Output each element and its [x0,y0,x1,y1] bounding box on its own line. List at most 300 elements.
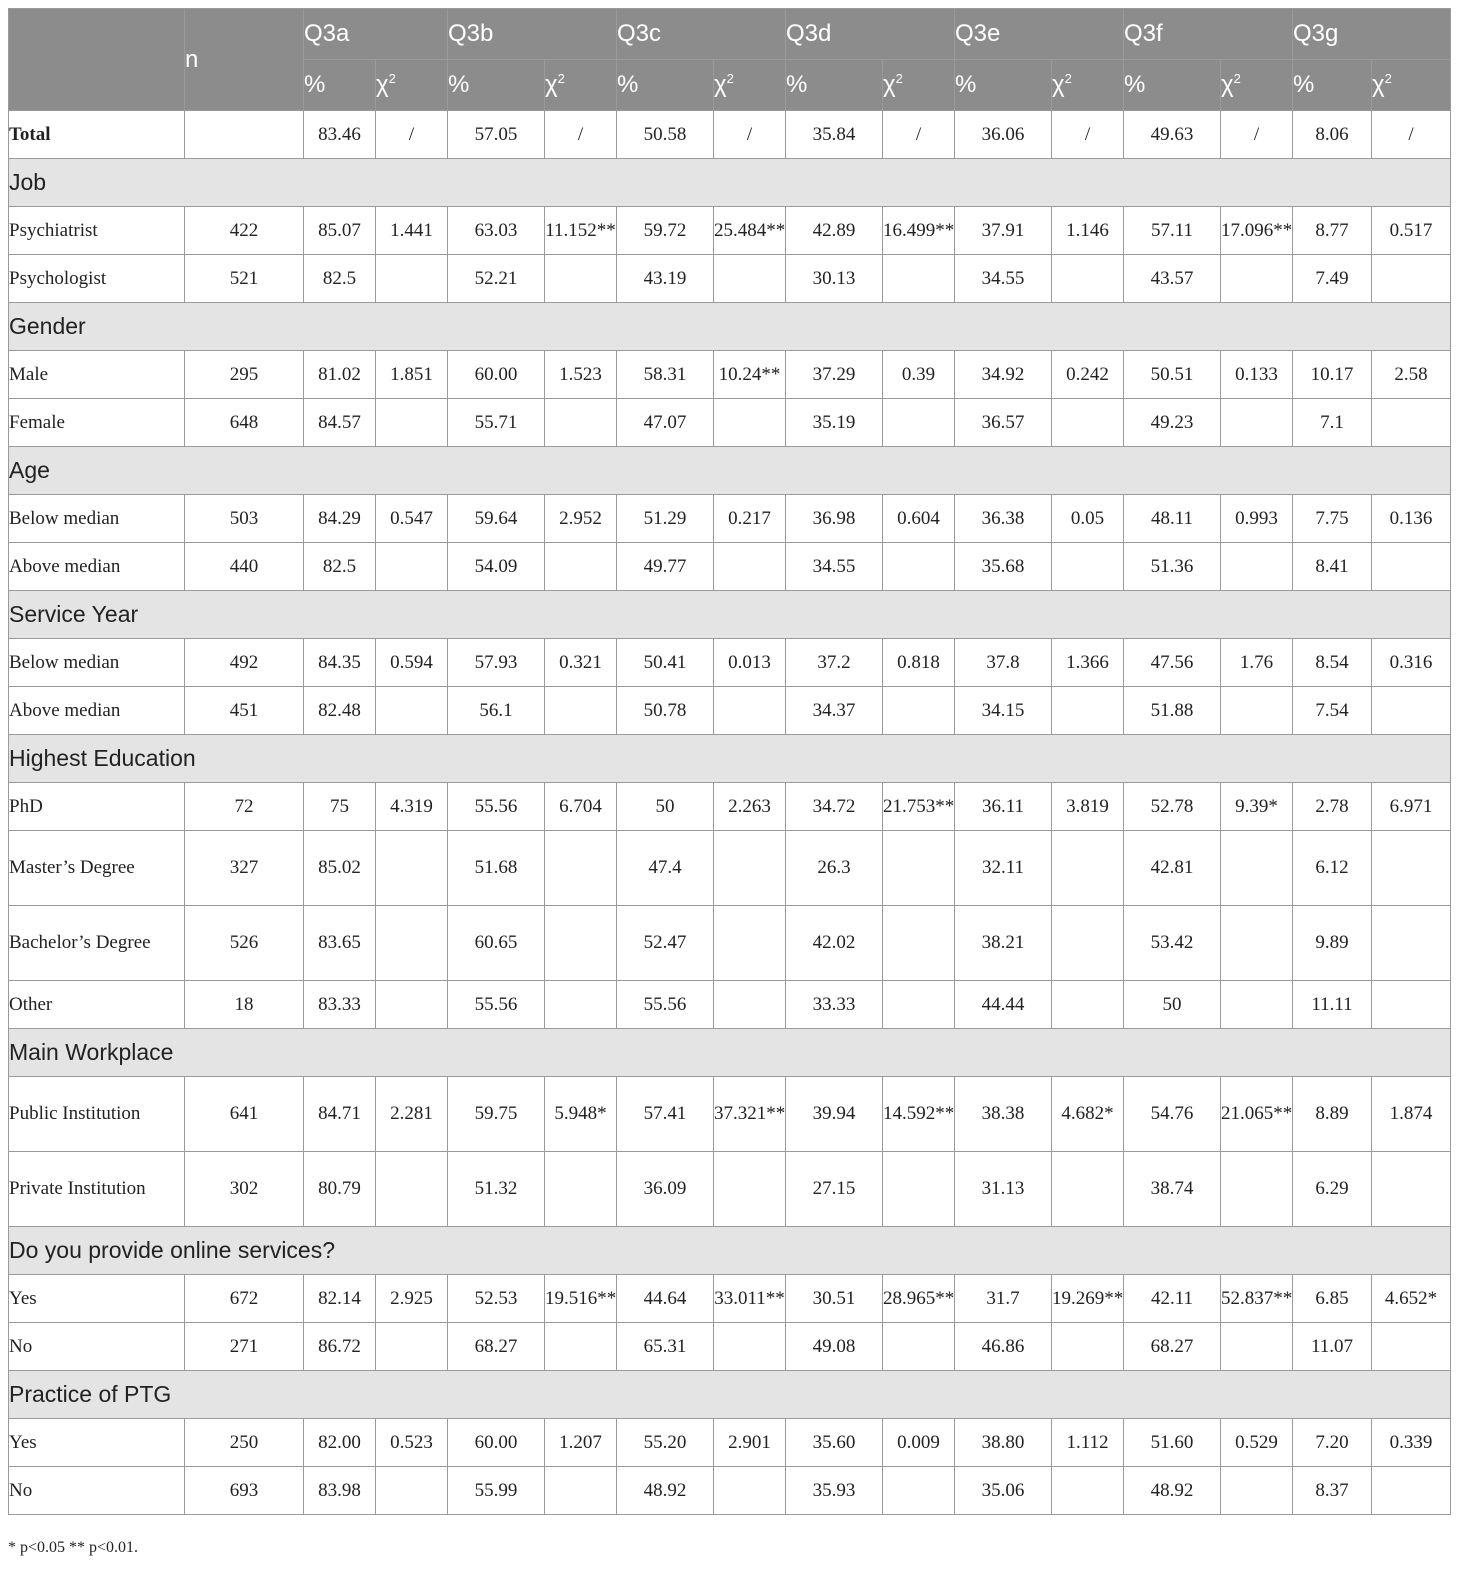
cell-percent: 51.32 [448,1152,545,1227]
row-n: 327 [185,831,304,906]
section-title: Do you provide online services? [9,1227,1451,1275]
cell-percent: 47.56 [1124,639,1221,687]
header-chi-superscript: 2 [726,71,734,86]
cell-chi-square: 25.484** [714,207,786,255]
cell-chi-square [1372,687,1451,735]
cell-chi-square: 0.136 [1372,495,1451,543]
cell-chi-square [714,981,786,1029]
row-label: Male [9,351,185,399]
header-chi-symbol: χ [714,71,727,98]
cell-percent: 50.51 [1124,351,1221,399]
cell-percent: 7.75 [1293,495,1372,543]
cell-percent: 85.07 [304,207,376,255]
cell-chi-square [1372,255,1451,303]
header-chi-superscript: 2 [557,71,565,86]
header-percent: % [448,60,545,111]
section-header-row [9,303,1451,351]
section-title: Highest Education [9,735,1451,783]
row-label: PhD [9,783,185,831]
cell-chi-square [883,687,955,735]
cell-percent: 7.1 [1293,399,1372,447]
section-title: Main Workplace [9,1029,1451,1077]
cell-chi-square: 0.993 [1221,495,1293,543]
cell-chi-square [545,1323,617,1371]
cell-percent: 57.11 [1124,207,1221,255]
cell-percent: 52.21 [448,255,545,303]
table-row [9,399,1451,447]
cell-percent: 55.20 [617,1419,714,1467]
row-label: Above median [9,687,185,735]
table-row [9,495,1451,543]
cell-percent: 75 [304,783,376,831]
cell-percent: 68.27 [1124,1323,1221,1371]
cell-chi-square [1052,906,1124,981]
header-question: Q3c [617,9,786,60]
table-row [9,1077,1451,1152]
cell-percent: 83.65 [304,906,376,981]
cell-percent: 48.92 [617,1467,714,1515]
cell-percent: 83.98 [304,1467,376,1515]
cell-chi-square [376,906,448,981]
cell-chi-square [883,1323,955,1371]
cell-chi-square [714,1467,786,1515]
cell-percent: 42.89 [786,207,883,255]
header-chi-superscript: 2 [1233,71,1241,86]
cell-chi-square: 17.096** [1221,207,1293,255]
cell-chi-square [714,255,786,303]
cell-chi-square: 5.948* [545,1077,617,1152]
cell-chi-square [1221,399,1293,447]
cell-percent: 6.29 [1293,1152,1372,1227]
cell-percent: 60.00 [448,1419,545,1467]
cell-percent: 42.02 [786,906,883,981]
cell-chi-square [1052,399,1124,447]
header-chi-square [1221,60,1293,111]
cell-chi-square: 0.547 [376,495,448,543]
cell-percent: 37.29 [786,351,883,399]
cell-chi-square [376,687,448,735]
cell-chi-square [1372,906,1451,981]
cell-chi-square [714,1323,786,1371]
cell-chi-square: 1.146 [1052,207,1124,255]
header-question: Q3g [1293,9,1451,60]
cell-percent: 11.07 [1293,1323,1372,1371]
cell-percent: 55.99 [448,1467,545,1515]
cell-chi-square: 37.321** [714,1077,786,1152]
cell-chi-square [714,1152,786,1227]
header-question: Q3d [786,9,955,60]
cell-chi-square: 2.58 [1372,351,1451,399]
cell-chi-square [1221,831,1293,906]
section-title: Age [9,447,1451,495]
section-header-row [9,159,1451,207]
header-chi-symbol: χ [545,71,558,98]
cell-percent: 83.46 [304,111,376,159]
cell-percent: 82.00 [304,1419,376,1467]
cell-chi-square [1052,981,1124,1029]
cell-percent: 26.3 [786,831,883,906]
header-chi-superscript: 2 [1064,71,1072,86]
cell-chi-square [1052,687,1124,735]
cell-percent: 8.06 [1293,111,1372,159]
header-percent: % [617,60,714,111]
cell-percent: 46.86 [955,1323,1052,1371]
cell-percent: 82.48 [304,687,376,735]
row-label: Master’s Degree [9,831,185,906]
cell-percent: 59.72 [617,207,714,255]
row-n: 503 [185,495,304,543]
cell-chi-square [714,543,786,591]
cell-chi-square [1221,1323,1293,1371]
cell-percent: 31.13 [955,1152,1052,1227]
cell-percent: 86.72 [304,1323,376,1371]
cell-percent: 50 [1124,981,1221,1029]
header-percent: % [786,60,883,111]
section-header-row [9,591,1451,639]
cell-chi-square [376,543,448,591]
cell-percent: 44.64 [617,1275,714,1323]
header-percent: % [1293,60,1372,111]
cell-chi-square: 1.207 [545,1419,617,1467]
cell-chi-square [545,543,617,591]
cell-percent: 55.71 [448,399,545,447]
header-chi-symbol: χ [376,71,389,98]
header-question: Q3e [955,9,1124,60]
cell-percent: 51.29 [617,495,714,543]
table-row [9,543,1451,591]
cell-percent: 9.89 [1293,906,1372,981]
cell-percent: 60.65 [448,906,545,981]
cell-chi-square: 0.05 [1052,495,1124,543]
cell-percent: 47.07 [617,399,714,447]
cell-percent: 35.19 [786,399,883,447]
cell-percent: 35.06 [955,1467,1052,1515]
table-row [9,906,1451,981]
cell-percent: 8.89 [1293,1077,1372,1152]
cell-chi-square: 1.441 [376,207,448,255]
cell-chi-square: 2.263 [714,783,786,831]
header-chi-square [1052,60,1124,111]
table-row [9,831,1451,906]
row-label: Psychologist [9,255,185,303]
cell-percent: 38.80 [955,1419,1052,1467]
row-n [185,111,304,159]
cell-percent: 34.92 [955,351,1052,399]
cell-chi-square: / [1221,111,1293,159]
header-chi-superscript: 2 [388,71,396,86]
header-chi-superscript: 2 [1384,71,1392,86]
cell-chi-square [545,1152,617,1227]
section-title: Job [9,159,1451,207]
table-row [9,207,1451,255]
cell-chi-square: 21.753** [883,783,955,831]
cell-chi-square: 0.013 [714,639,786,687]
cell-percent: 52.47 [617,906,714,981]
cell-percent: 8.77 [1293,207,1372,255]
header-chi-square [1372,60,1451,111]
cell-percent: 2.78 [1293,783,1372,831]
cell-percent: 59.64 [448,495,545,543]
cell-chi-square: 6.971 [1372,783,1451,831]
row-n: 18 [185,981,304,1029]
row-n: 440 [185,543,304,591]
cell-percent: 49.23 [1124,399,1221,447]
cell-percent: 42.11 [1124,1275,1221,1323]
section-header-row [9,1227,1451,1275]
cell-chi-square: / [1372,111,1451,159]
cell-chi-square: 0.529 [1221,1419,1293,1467]
cell-percent: 52.78 [1124,783,1221,831]
cell-percent: 65.31 [617,1323,714,1371]
cell-chi-square: 2.925 [376,1275,448,1323]
cell-percent: 47.4 [617,831,714,906]
row-n: 526 [185,906,304,981]
cell-percent: 51.68 [448,831,545,906]
cell-chi-square: 1.523 [545,351,617,399]
header-chi-square [883,60,955,111]
cell-chi-square [1052,1152,1124,1227]
cell-chi-square [1221,687,1293,735]
cell-percent: 42.81 [1124,831,1221,906]
cell-percent: 8.37 [1293,1467,1372,1515]
cell-chi-square [1372,1467,1451,1515]
cell-percent: 55.56 [448,981,545,1029]
cell-percent: 43.19 [617,255,714,303]
section-title: Service Year [9,591,1451,639]
cell-percent: 37.8 [955,639,1052,687]
cell-percent: 8.54 [1293,639,1372,687]
cell-percent: 57.93 [448,639,545,687]
cell-chi-square: 1.112 [1052,1419,1124,1467]
cell-percent: 34.15 [955,687,1052,735]
cell-chi-square [545,255,617,303]
header-chi-symbol: χ [1221,71,1234,98]
table-row [9,1152,1451,1227]
table-body [9,111,1451,1515]
cell-chi-square: 4.682* [1052,1077,1124,1152]
cell-percent: 10.17 [1293,351,1372,399]
cell-chi-square: / [376,111,448,159]
cell-chi-square [1372,1323,1451,1371]
cell-percent: 48.11 [1124,495,1221,543]
header-question: Q3b [448,9,617,60]
cell-chi-square [545,1467,617,1515]
cell-chi-square: 0.242 [1052,351,1124,399]
row-label: Psychiatrist [9,207,185,255]
cell-percent: 59.75 [448,1077,545,1152]
cell-chi-square [376,255,448,303]
cell-percent: 38.74 [1124,1152,1221,1227]
cell-chi-square: / [714,111,786,159]
cell-percent: 49.08 [786,1323,883,1371]
cell-percent: 34.55 [786,543,883,591]
cell-chi-square: 52.837** [1221,1275,1293,1323]
section-header-row [9,1371,1451,1419]
cell-percent: 33.33 [786,981,883,1029]
cell-percent: 57.05 [448,111,545,159]
header-chi-superscript: 2 [895,71,903,86]
cell-percent: 53.42 [1124,906,1221,981]
cell-chi-square: / [883,111,955,159]
cell-chi-square: 16.499** [883,207,955,255]
row-n: 492 [185,639,304,687]
cell-percent: 48.92 [1124,1467,1221,1515]
row-label: Public Institution [9,1077,185,1152]
cell-percent: 84.29 [304,495,376,543]
row-label: Below median [9,639,185,687]
cell-percent: 82.14 [304,1275,376,1323]
cell-percent: 27.15 [786,1152,883,1227]
header-percent: % [304,60,376,111]
cell-percent: 49.63 [1124,111,1221,159]
cell-chi-square: 0.133 [1221,351,1293,399]
table-row [9,687,1451,735]
cell-percent: 43.57 [1124,255,1221,303]
cell-chi-square: 0.009 [883,1419,955,1467]
table-row [9,351,1451,399]
row-label: Private Institution [9,1152,185,1227]
header-chi-square [545,60,617,111]
cell-chi-square: 1.366 [1052,639,1124,687]
table-row [9,981,1451,1029]
cell-chi-square [376,1467,448,1515]
row-label: Other [9,981,185,1029]
cell-percent: 50 [617,783,714,831]
cell-chi-square: 33.011** [714,1275,786,1323]
cell-chi-square [376,981,448,1029]
row-label: No [9,1323,185,1371]
cell-percent: 60.00 [448,351,545,399]
cell-chi-square [714,906,786,981]
cell-percent: 11.11 [1293,981,1372,1029]
cell-percent: 84.57 [304,399,376,447]
cell-percent: 57.41 [617,1077,714,1152]
table-row [9,111,1451,159]
cell-percent: 58.31 [617,351,714,399]
row-n: 72 [185,783,304,831]
cell-percent: 54.09 [448,543,545,591]
cell-percent: 39.94 [786,1077,883,1152]
cell-percent: 54.76 [1124,1077,1221,1152]
cell-percent: 37.2 [786,639,883,687]
cell-chi-square [1372,1152,1451,1227]
cell-chi-square [1372,543,1451,591]
cell-percent: 8.41 [1293,543,1372,591]
cell-percent: 84.35 [304,639,376,687]
cell-chi-square: 28.965** [883,1275,955,1323]
cell-percent: 7.20 [1293,1419,1372,1467]
cell-chi-square: 6.704 [545,783,617,831]
cell-chi-square [376,1323,448,1371]
table-row [9,1419,1451,1467]
cell-chi-square: 4.652* [1372,1275,1451,1323]
row-n: 641 [185,1077,304,1152]
cell-chi-square [1052,1323,1124,1371]
cell-percent: 50.58 [617,111,714,159]
cell-chi-square [1221,906,1293,981]
cell-percent: 36.11 [955,783,1052,831]
cell-chi-square: 10.24** [714,351,786,399]
cell-percent: 35.93 [786,1467,883,1515]
cell-chi-square [883,831,955,906]
cell-chi-square [545,687,617,735]
row-n: 521 [185,255,304,303]
row-n: 271 [185,1323,304,1371]
cell-chi-square [1372,981,1451,1029]
row-label: Yes [9,1419,185,1467]
header-n: n [185,9,304,111]
cell-chi-square [883,1152,955,1227]
row-n: 693 [185,1467,304,1515]
cell-chi-square: 0.39 [883,351,955,399]
row-n: 672 [185,1275,304,1323]
header-percent: % [1124,60,1221,111]
cell-chi-square: 9.39* [1221,783,1293,831]
cell-chi-square [545,906,617,981]
cell-percent: 35.68 [955,543,1052,591]
cell-percent: 7.54 [1293,687,1372,735]
cell-chi-square [1372,831,1451,906]
header-row-questions [9,9,1451,60]
cell-chi-square: 4.319 [376,783,448,831]
cell-percent: 7.49 [1293,255,1372,303]
cell-chi-square: 19.269** [1052,1275,1124,1323]
cell-chi-square [883,1467,955,1515]
row-label: Yes [9,1275,185,1323]
section-title: Practice of PTG [9,1371,1451,1419]
cell-percent: 6.85 [1293,1275,1372,1323]
cell-chi-square: 0.517 [1372,207,1451,255]
cell-chi-square [376,831,448,906]
cell-chi-square [883,906,955,981]
cell-percent: 55.56 [448,783,545,831]
row-label: No [9,1467,185,1515]
table-row [9,255,1451,303]
cell-chi-square: 11.152** [545,207,617,255]
cell-percent: 84.71 [304,1077,376,1152]
cell-chi-square: 0.818 [883,639,955,687]
row-label: Total [9,111,185,159]
row-label: Bachelor’s Degree [9,906,185,981]
cell-percent: 36.38 [955,495,1052,543]
cell-percent: 51.88 [1124,687,1221,735]
header-percent: % [955,60,1052,111]
cell-percent: 50.78 [617,687,714,735]
cell-chi-square [545,399,617,447]
header-chi-square [376,60,448,111]
results-table [8,8,1451,1515]
cell-chi-square [376,1152,448,1227]
cell-percent: 6.12 [1293,831,1372,906]
cell-chi-square [714,831,786,906]
cell-percent: 37.91 [955,207,1052,255]
row-label: Above median [9,543,185,591]
cell-chi-square [883,399,955,447]
cell-chi-square: 0.523 [376,1419,448,1467]
cell-percent: 36.98 [786,495,883,543]
cell-percent: 50.41 [617,639,714,687]
cell-percent: 38.38 [955,1077,1052,1152]
row-n: 302 [185,1152,304,1227]
cell-percent: 52.53 [448,1275,545,1323]
table-row [9,1323,1451,1371]
row-n: 648 [185,399,304,447]
cell-chi-square: 0.217 [714,495,786,543]
cell-chi-square: 1.851 [376,351,448,399]
cell-chi-square: 1.874 [1372,1077,1451,1152]
header-question: Q3f [1124,9,1293,60]
cell-chi-square [714,399,786,447]
